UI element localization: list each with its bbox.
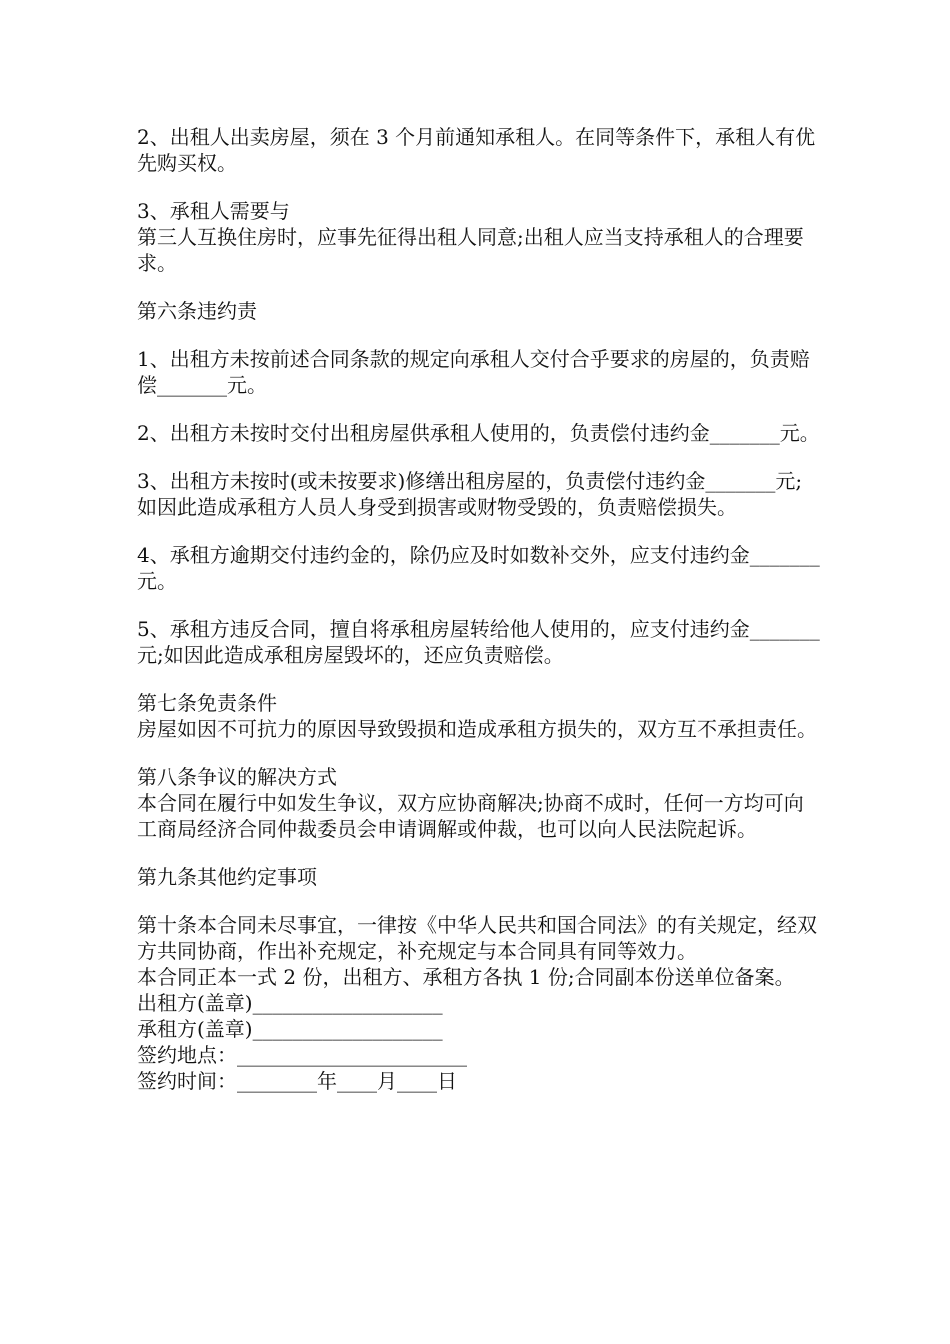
signing-date-line: 签约时间：________年____月____日 bbox=[137, 1069, 457, 1093]
clause-paragraph: 2、出租方未按时交付出租房屋供承租人使用的，负责偿付违约金_______元。 bbox=[137, 421, 820, 445]
section-paragraph: 第七条免责条件 房屋如因不可抗力的原因导致毁损和造成承租方损失的，双方互不承担责任。 bbox=[137, 691, 817, 741]
clause-paragraph: 4、承租方逾期交付违约金的，除仍应及时如数补交外，应支付违约金_______元。 bbox=[137, 543, 820, 593]
document-body bbox=[137, 124, 822, 1094]
clause-paragraph: 1、出租方未按前述合同条款的规定向承租人交付合乎要求的房屋的，负责赔偿_______元。 bbox=[137, 347, 810, 397]
signature-line-lessee: 承租方(盖章)___________________ bbox=[137, 1017, 443, 1041]
section-paragraph: 第八条争议的解决方式 本合同在履行中如发生争议，双方应协商解决;协商不成时，任何一方均可向工商局经济合同仲裁委员会申请调解或仲裁，也可以向人民法院起诉。 bbox=[137, 765, 804, 841]
signing-place-line: 签约地点：_______________________ bbox=[137, 1043, 467, 1067]
section-heading: 第九条其他约定事项 bbox=[137, 865, 317, 889]
clause-paragraph: 3、出租方未按时(或未按要求)修缮出租房屋的，负责偿付违约金_______元;如因此造成承租方人员人身受到损害或财物受毁的，负责赔偿损失。 bbox=[137, 469, 803, 519]
clause-paragraph: 3、承租人需要与 第三人互换住房时，应事先征得出租人同意;出租人应当支持承租人的合理要求。 bbox=[137, 199, 804, 275]
section-heading: 第六条违约责 bbox=[137, 299, 257, 323]
clause-paragraph: 5、承租方违反合同，擅自将承租房屋转给他人使用的，应支付违约金_______元;如因此造成承租房屋毁坏的，还应负责赔偿。 bbox=[137, 617, 820, 667]
clause-paragraph: 2、出租人出卖房屋，须在 3 个月前通知承租人。在同等条件下，承租人有优先购买权。 bbox=[137, 125, 816, 175]
signature-line-lessor: 出租方(盖章)___________________ bbox=[137, 991, 443, 1015]
section-paragraph: 第十条本合同未尽事宜，一律按《中华人民共和国合同法》的有关规定，经双方共同协商，作出补充规定，补充规定与本合同具有同等效力。 本合同正本一式 2 份，出租方、承租方各执 1 份;合同副本份送单位备案。 bbox=[137, 913, 817, 989]
